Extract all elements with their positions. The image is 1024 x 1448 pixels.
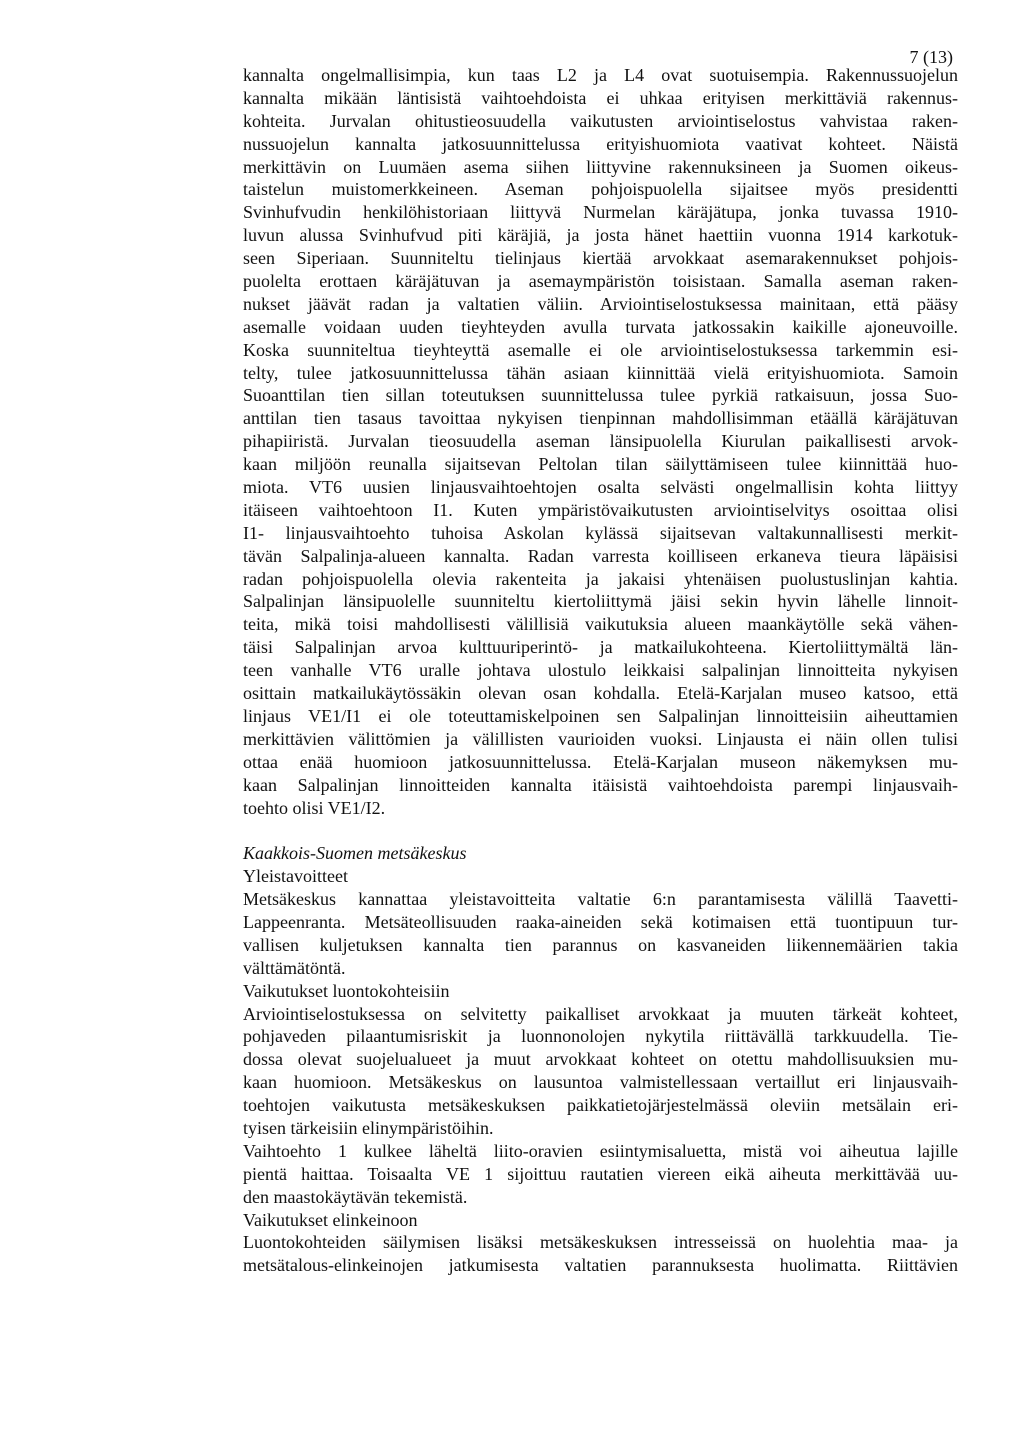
- page-number: 7 (13): [909, 47, 953, 67]
- text-line: Svinhufvudin henkilöhistoriaan liittyvä Nurmelan käräjätupa, jonka tuvassa 1910-: [243, 202, 958, 223]
- text-line: seen Siperiaan. Suunniteltu tielinjaus kiertää arvokkaat asemarakennukset pohjois-: [243, 248, 958, 269]
- paragraph-yleistavoitteet: [243, 888, 958, 980]
- text-line: kaan miljöön reunalla sijaitsevan Peltolan tilan säilyttämiseen tulee kiinnittää huo-: [243, 454, 958, 475]
- text-line: taistelun muistomerkkeineen. Aseman pohjoispuolella sijaitsee myös presidentti: [243, 179, 958, 200]
- text-line: puolelta erottaen käräjätuvan ja asemaympäristön toisistaan. Samalla aseman raken-: [243, 271, 958, 292]
- text-line: I1- linjausvaihtoehto tuhoisa Askolan kylässä sijaitsevan valtakunnallisesti merkit-: [243, 522, 958, 543]
- text-line: Lappeenranta. Metsäteollisuuden raaka-aineiden sekä kotimaisen että tuontipuun tur-: [243, 911, 958, 932]
- text-line: nukset jäävät radan ja valtatien väliin. Arviointiselostuksessa mainitaan, että pääsy: [243, 293, 958, 314]
- text-line: tyisen tärkeisiin elinympäristöihin.: [243, 1117, 494, 1138]
- section-heading: Kaakkois-Suomen metsäkeskus: [243, 843, 467, 864]
- text-line: Salpalinjan länsipuolelle suunniteltu kiertoliittymä jäisi sekin hyvin lähelle linnoit-: [243, 591, 958, 612]
- text-line: osittain matkailukäytössäkin olevan osan kohdalla. Etelä-Karjalan museo katsoo, että: [243, 683, 958, 704]
- text-line: pohjaveden pilaantumisriskit ja luonnonolojen nykytila riittävällä tarkkuudella. Tie-: [243, 1026, 958, 1047]
- text-line: itäiseen vaihtoehtoon I1. Kuten ympäristövaikutusten arviointiselvitys osoittaa olisi: [243, 499, 958, 520]
- text-line: toehto olisi VE1/I2.: [243, 797, 386, 818]
- section-metsakeskus: [243, 842, 958, 1277]
- text-line: Vaihtoehto 1 kulkee läheltä liito-oravien esiintymisaluetta, mistä voi aiheutua lajille: [243, 1140, 958, 1161]
- text-line: toehtojen vaikutusta metsäkeskuksen paikkatietojärjestelmässä oleviin metsälain eri-: [243, 1095, 958, 1116]
- text-line: välttämätöntä.: [243, 957, 346, 978]
- text-line: merkittävien välittömien ja välillisten vaurioiden vuoksi. Linjausta ei näin ollen tulisi: [243, 728, 958, 749]
- text-line: pihapiiristä. Jurvalan tieosuudella aseman länsipuolella Kiurulan paikallisesti arvok-: [243, 431, 958, 452]
- text-line: Arviointiselostuksessa on selvitetty paikalliset arvokkaat ja muuten tärkeät kohteet,: [243, 1003, 958, 1024]
- text-line: Suoanttilan tien sillan toteutuksen suunnittelussa tulee pyrkiä ratkaisuun, jossa Suo-: [243, 385, 958, 406]
- paragraph-gap: [243, 819, 958, 842]
- text-line: radan pohjoispuolella olevia rakenteita ja jakaisi yhtenäisen puolustuslinjan kahtia.: [243, 568, 958, 589]
- text-line: Koska suunniteltua tieyhteyttä asemalle ei ole arviointiselostuksessa tarkemmin esi-: [243, 339, 958, 360]
- text-line: teen vanhalle VT6 uralle johtava ulostulo leikkaisi salpalinjan linnoitteita nykyisen: [243, 660, 958, 681]
- text-line: linjaus VE1/I1 ei ole toteuttamiskelpoinen sen Salpalinjan linnoitteisiin aiheuttamien: [243, 705, 958, 726]
- text-line: teita, mikä toisi mahdollisesti välillisiä vaikutuksia alueen maankäytölle sekä vähen-: [243, 614, 958, 635]
- text-line: kaan huomioon. Metsäkeskus on lausuntoa valmistellessaan vertaillut eri linjausvaih-: [243, 1072, 958, 1093]
- text-line: telty, tulee jatkosuunnittelussa tähän asiaan kiinnittää vielä erityishuomiota. Samoin: [243, 362, 958, 383]
- text-line: metsätalous-elinkeinojen jatkumisesta valtatien parannuksesta huolimatta. Riittävien: [243, 1255, 958, 1276]
- subheading-elinkeino: Vaikutukset elinkeinoon: [243, 1209, 418, 1230]
- subheading-luontokohteet: Vaikutukset luontokohteisiin: [243, 980, 450, 1001]
- page-body: [243, 64, 958, 1277]
- text-line: pientä haittaa. Toisaalta VE 1 sijoittuu rautatien viereen eikä aiheuta merkittävää uu-: [243, 1163, 958, 1184]
- text-line: anttilan tien tasaus tavoittaa nykyisen tienpinnan mahdollisimman etäällä käräjätuvan: [243, 408, 958, 429]
- text-line: kannalta ongelmallisimpia, kun taas L2 ja L4 ovat suotuisempia. Rakennussuojelun: [243, 65, 958, 85]
- text-line: miota. VT6 uusien linjausvaihtoehtojen osalta selvästi ongelmallisin kohta liittyy: [243, 477, 958, 498]
- paragraph-cultural-heritage: [243, 64, 958, 819]
- text-line: asemalle voidaan uuden tieyhteyden avulla turvata jatkossakin kaikille ajoneuvoille.: [243, 316, 958, 337]
- text-line: den maastokäytävän tekemistä.: [243, 1186, 468, 1207]
- subheading-yleistavoitteet: Yleistavoitteet: [243, 866, 348, 887]
- text-line: vallisen kuljetuksen kannalta tien parannus on kasvaneiden liikennemäärien takia: [243, 934, 958, 955]
- text-line: tävän Salpalinja-alueen kannalta. Radan varresta koilliseen erkaneva tieura läpäisisi: [243, 545, 958, 566]
- paragraph-elinkeino: [243, 1231, 958, 1277]
- text-line: kaan Salpalinjan linnoitteiden kannalta itäisistä vaihtoehdoista parempi linjausvaih-: [243, 774, 958, 795]
- text-line: merkittävin on Luumäen asema siihen liittyvine rakennuksineen ja Suomen oikeus-: [243, 156, 958, 177]
- text-line: luvun alussa Svinhufvud piti käräjiä, ja josta hänet haettiin vuonna 1914 karkotuk-: [243, 225, 958, 246]
- text-line: kannalta mikään läntisistä vaihtoehdoista ei uhkaa erityisen merkittäviä rakennus-: [243, 87, 958, 108]
- text-line: nussuojelun kannalta jatkosuunnittelussa erityishuomiota vaativat kohteet. Näistä: [243, 133, 958, 154]
- text-line: dossa olevat suojelualueet ja muut arvokkaat kohteet on otettu mahdollisuuksien mu-: [243, 1049, 958, 1070]
- paragraph-luontokohteet: [243, 1003, 958, 1140]
- text-line: ottaa enää huomioon jatkosuunnittelussa. Etelä-Karjalan museon näkemyksen mu-: [243, 751, 958, 772]
- paragraph-vaihtoehto-1: [243, 1140, 958, 1209]
- text-line: Luontokohteiden säilymisen lisäksi metsäkeskuksen intresseissä on huolehtia maa- ja: [243, 1232, 958, 1253]
- text-line: Metsäkeskus kannattaa yleistavoitteita valtatie 6:n parantamisesta välillä Taavetti-: [243, 889, 958, 910]
- text-line: kohteita. Jurvalan ohitustieosuudella vaikutusten arviointiselostus vahvistaa raken-: [243, 110, 958, 131]
- text-line: täisi Salpalinjan arvoa kulttuuriperintö- ja matkailukohteena. Kiertoliittymältä län-: [243, 637, 958, 658]
